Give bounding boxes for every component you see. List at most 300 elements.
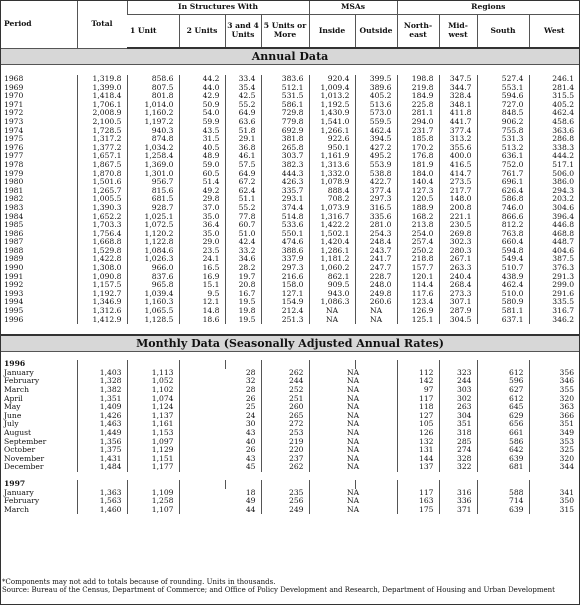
- value-cell: 1,153: [127, 429, 179, 438]
- period-cell: April: [4, 394, 23, 403]
- table-header: [1, 1, 579, 48]
- empty-cell: [477, 360, 529, 369]
- rounding-note: *Components may not add to totals because of rounding. Units in thousands.: [2, 578, 276, 586]
- value-cell: 1,332.0: [309, 170, 355, 179]
- table-row: [1, 170, 579, 179]
- value-cell: 389.6: [355, 84, 397, 93]
- value-cell: 287.9: [439, 307, 477, 316]
- value-cell: 336: [439, 497, 477, 506]
- table-row: [1, 298, 579, 307]
- value-cell: 344: [529, 463, 579, 472]
- value-cell: 1,026.3: [127, 255, 179, 264]
- value-cell: 1,870.8: [77, 170, 127, 179]
- value-cell: 294.3: [529, 187, 579, 196]
- value-cell: 1,160.3: [127, 298, 179, 307]
- period-cell: January: [4, 488, 34, 497]
- value-cell: 1,034.2: [127, 144, 179, 153]
- value-cell: 237: [261, 455, 309, 464]
- value-cell: 33.2: [225, 247, 261, 256]
- table-row: [1, 463, 579, 472]
- value-cell: 612: [477, 395, 529, 404]
- one-unit-header: 1 Unit: [127, 15, 179, 49]
- value-cell: 1,177: [127, 463, 179, 472]
- value-cell: 246.1: [529, 75, 579, 84]
- value-cell: 1,286.1: [309, 247, 355, 256]
- value-cell: 168.2: [397, 213, 439, 222]
- value-cell: 441.7: [439, 118, 477, 127]
- value-cell: 212.4: [261, 307, 309, 316]
- value-cell: 404.6: [529, 247, 579, 256]
- value-cell: 374.4: [261, 204, 309, 213]
- value-cell: NA: [309, 403, 397, 412]
- value-cell: 366: [529, 412, 579, 421]
- value-cell: 801.8: [127, 92, 179, 101]
- value-cell: 1,867.5: [77, 161, 127, 170]
- value-cell: 1,312.6: [77, 307, 127, 316]
- value-cell: 29.1: [225, 135, 261, 144]
- midwest-header: Mid-west: [439, 15, 477, 49]
- value-cell: 594.6: [477, 92, 529, 101]
- value-cell: 244: [261, 377, 309, 386]
- value-cell: 458.6: [529, 118, 579, 127]
- empty-cell: [261, 360, 309, 369]
- value-cell: 251: [261, 395, 309, 404]
- value-cell: 297.3: [355, 195, 397, 204]
- value-cell: 184.0: [397, 170, 439, 179]
- value-cell: 46.1: [225, 152, 261, 161]
- value-cell: 219.8: [397, 84, 439, 93]
- value-cell: 920.4: [309, 75, 355, 84]
- table-row: [1, 127, 579, 136]
- value-cell: 965.8: [127, 281, 179, 290]
- annual-rows: [1, 65, 579, 336]
- value-cell: 15.1: [179, 281, 225, 290]
- value-cell: 16.9: [179, 273, 225, 282]
- value-cell: 40: [179, 438, 261, 447]
- value-cell: 281.0: [355, 221, 397, 230]
- value-cell: 67.2: [225, 178, 261, 187]
- regions-header: Regions: [397, 1, 579, 15]
- value-cell: 1,109: [127, 489, 179, 498]
- period-cell: February: [4, 497, 40, 506]
- spacer-row: [1, 472, 579, 480]
- empty-cell: [225, 360, 261, 369]
- value-cell: 335.5: [529, 298, 579, 307]
- value-cell: 114.4: [397, 281, 439, 290]
- value-cell: 1,449: [77, 429, 127, 438]
- value-cell: 24: [179, 412, 261, 421]
- value-cell: 438.9: [477, 273, 529, 282]
- empty-cell: [179, 360, 225, 369]
- value-cell: 297.3: [261, 264, 309, 273]
- value-cell: 1,039.4: [127, 290, 179, 299]
- value-cell: 527.4: [477, 75, 529, 84]
- period-cell: 1996: [4, 315, 24, 324]
- value-cell: 405.2: [355, 92, 397, 101]
- value-cell: 260.6: [355, 298, 397, 307]
- value-cell: 1,301.0: [127, 170, 179, 179]
- value-cell: 414.7: [439, 170, 477, 179]
- empty-cell: [477, 480, 529, 489]
- spacer-cell: [1, 472, 579, 480]
- table-row: [1, 429, 579, 438]
- value-cell: 1,102: [127, 386, 179, 395]
- table-row: [1, 497, 579, 506]
- value-cell: 405.2: [529, 101, 579, 110]
- value-cell: 55.2: [225, 204, 261, 213]
- value-cell: 142: [397, 377, 439, 386]
- spacer-row: [1, 324, 579, 335]
- value-cell: 573.0: [355, 109, 397, 118]
- value-cell: 200.8: [439, 204, 477, 213]
- value-cell: 858.6: [127, 75, 179, 84]
- value-cell: 1,399.0: [77, 84, 127, 93]
- value-cell: 1,382: [77, 386, 127, 395]
- value-cell: 1,025.1: [127, 213, 179, 222]
- value-cell: 1,120.2: [127, 230, 179, 239]
- period-cell: September: [4, 437, 47, 446]
- value-cell: 26: [179, 395, 261, 404]
- value-cell: 1,463: [77, 420, 127, 429]
- value-cell: NA: [309, 386, 397, 395]
- value-cell: 1,129: [127, 446, 179, 455]
- value-cell: 57.5: [225, 161, 261, 170]
- empty-cell: [529, 360, 579, 369]
- value-cell: 1,460: [77, 506, 127, 515]
- value-cell: 350: [529, 497, 579, 506]
- value-cell: 28.2: [225, 264, 261, 273]
- value-cell: 1,563: [77, 497, 127, 506]
- five-plus-header: 5 Units or More: [261, 15, 309, 49]
- outside-header: Outside: [355, 15, 397, 49]
- value-cell: 346.2: [529, 316, 579, 325]
- value-cell: 257.4: [397, 238, 439, 247]
- value-cell: 137: [397, 463, 439, 472]
- value-cell: 230.5: [439, 221, 477, 230]
- value-cell: 323: [439, 369, 477, 378]
- annual-section-band: [1, 48, 579, 65]
- value-cell: 44: [179, 506, 261, 515]
- value-cell: 320: [529, 455, 579, 464]
- value-cell: 32: [179, 377, 261, 386]
- table-row: [1, 377, 579, 386]
- empty-cell: [77, 480, 127, 489]
- value-cell: 513.2: [477, 144, 529, 153]
- table-row: [1, 446, 579, 455]
- value-cell: NA: [309, 395, 397, 404]
- value-cell: 59.0: [179, 161, 225, 170]
- value-cell: 1,313.6: [309, 161, 355, 170]
- period-cell: 1975: [4, 135, 24, 144]
- value-cell: 43: [179, 455, 261, 464]
- table-row: [1, 281, 579, 290]
- value-cell: 307.1: [439, 298, 477, 307]
- period-cell: March: [4, 505, 30, 514]
- value-cell: 1,137: [127, 412, 179, 421]
- value-cell: 302.3: [439, 238, 477, 247]
- value-cell: 394.5: [355, 135, 397, 144]
- value-cell: NA: [309, 377, 397, 386]
- value-cell: 240.4: [439, 273, 477, 282]
- table-row: [1, 152, 579, 161]
- value-cell: 303.7: [261, 152, 309, 161]
- value-cell: 105: [397, 420, 439, 429]
- table-row: [1, 84, 579, 93]
- value-cell: 943.0: [309, 290, 355, 299]
- value-cell: 1,308.0: [77, 264, 127, 273]
- value-cell: 117: [397, 395, 439, 404]
- year-row: [1, 480, 579, 489]
- spacer-row: [1, 65, 579, 76]
- value-cell: 1,346.9: [77, 298, 127, 307]
- value-cell: 612: [477, 369, 529, 378]
- value-cell: NA: [309, 463, 397, 472]
- year-label: 1997: [4, 479, 26, 488]
- value-cell: 63.6: [225, 118, 261, 127]
- in-structures-header: In Structures With: [127, 1, 309, 15]
- value-cell: 37.0: [179, 204, 225, 213]
- value-cell: 291.6: [529, 290, 579, 299]
- table-row: [1, 290, 579, 299]
- value-cell: 60.5: [179, 170, 225, 179]
- value-cell: 19.5: [225, 316, 261, 325]
- value-cell: 1,426: [77, 412, 127, 421]
- value-cell: 363: [529, 403, 579, 412]
- table-row: [1, 101, 579, 110]
- empty-cell: [397, 480, 439, 489]
- spacer-cell: [1, 352, 579, 361]
- value-cell: 531.3: [477, 135, 529, 144]
- value-cell: 888.4: [309, 187, 355, 196]
- value-cell: 1,005.5: [77, 195, 127, 204]
- value-cell: 35.0: [179, 230, 225, 239]
- period-cell: 1981: [4, 186, 24, 195]
- value-cell: NA: [309, 506, 397, 515]
- period-cell: 1978: [4, 160, 24, 169]
- table-row: [1, 135, 579, 144]
- table-row: [1, 213, 579, 222]
- spacer-cell: [1, 324, 579, 335]
- value-cell: 35.0: [179, 213, 225, 222]
- year-row: [1, 360, 579, 369]
- value-cell: 157.7: [397, 264, 439, 273]
- value-cell: 1,484: [77, 463, 127, 472]
- value-cell: 328: [439, 455, 477, 464]
- value-cell: 727.0: [477, 101, 529, 110]
- value-cell: 123.4: [397, 298, 439, 307]
- value-cell: 176.8: [397, 152, 439, 161]
- value-cell: 260: [261, 403, 309, 412]
- value-cell: 286.8: [529, 135, 579, 144]
- period-cell: 1980: [4, 178, 24, 187]
- value-cell: 217.7: [439, 187, 477, 196]
- value-cell: 681.5: [127, 195, 179, 204]
- value-cell: 322: [439, 463, 477, 472]
- value-cell: 120.1: [397, 273, 439, 282]
- value-cell: 661: [477, 429, 529, 438]
- period-cell: 1977: [4, 152, 24, 161]
- value-cell: 642: [477, 446, 529, 455]
- value-cell: 1,390.3: [77, 204, 127, 213]
- value-cell: 1,151: [127, 455, 179, 464]
- empty-cell: [439, 360, 477, 369]
- value-cell: NA: [309, 455, 397, 464]
- value-cell: 281.4: [529, 84, 579, 93]
- value-cell: NA: [309, 429, 397, 438]
- table-row: [1, 221, 579, 230]
- footnotes: [2, 578, 576, 594]
- value-cell: 1,756.4: [77, 230, 127, 239]
- value-cell: 19.7: [225, 273, 261, 282]
- value-cell: 1,128.5: [127, 316, 179, 325]
- value-cell: 729.8: [261, 109, 309, 118]
- value-cell: 837.6: [127, 273, 179, 282]
- value-cell: 1,181.2: [309, 255, 355, 264]
- value-cell: 126: [397, 429, 439, 438]
- value-cell: NA: [309, 497, 397, 506]
- value-cell: 285: [439, 438, 477, 447]
- table-row: [1, 230, 579, 239]
- value-cell: 1,706.1: [77, 101, 127, 110]
- value-cell: 248.4: [355, 238, 397, 247]
- value-cell: 1,375: [77, 446, 127, 455]
- value-cell: 219: [261, 438, 309, 447]
- period-cell: 1976: [4, 143, 24, 152]
- value-cell: 225.8: [397, 101, 439, 110]
- value-cell: 559.5: [355, 118, 397, 127]
- value-cell: 1,073.9: [309, 204, 355, 213]
- value-cell: 348.1: [439, 101, 477, 110]
- period-cell: 1990: [4, 264, 24, 273]
- value-cell: 265: [261, 412, 309, 421]
- value-cell: 510.0: [477, 290, 529, 299]
- inside-header: Inside: [309, 15, 355, 49]
- value-cell: NA: [309, 446, 397, 455]
- value-cell: 125.1: [397, 316, 439, 325]
- value-cell: 1,078.9: [309, 178, 355, 187]
- value-cell: 325: [529, 446, 579, 455]
- value-cell: 268.4: [439, 281, 477, 290]
- value-cell: 956.7: [127, 178, 179, 187]
- value-cell: 12.1: [179, 298, 225, 307]
- value-cell: 696.1: [477, 178, 529, 187]
- value-cell: 681: [477, 463, 529, 472]
- table-row: [1, 204, 579, 213]
- value-cell: 386.0: [529, 178, 579, 187]
- value-cell: 220: [261, 446, 309, 455]
- spacer-cell: [1, 514, 579, 522]
- value-cell: 812.2: [477, 221, 529, 230]
- value-cell: 387.5: [529, 255, 579, 264]
- value-cell: 31.5: [179, 135, 225, 144]
- value-cell: 42.9: [179, 92, 225, 101]
- value-cell: 272: [261, 420, 309, 429]
- value-cell: 580.9: [477, 298, 529, 307]
- value-cell: NA: [355, 316, 397, 325]
- period-cell: February: [4, 377, 40, 386]
- value-cell: 862.1: [309, 273, 355, 282]
- value-cell: 269.8: [439, 230, 477, 239]
- monthly-rows: [1, 352, 579, 523]
- value-cell: 1,422.2: [309, 221, 355, 230]
- value-cell: 20.8: [225, 281, 261, 290]
- value-cell: 34.6: [225, 255, 261, 264]
- value-cell: 77.8: [225, 213, 261, 222]
- value-cell: 755.8: [477, 127, 529, 136]
- value-cell: 36.8: [225, 144, 261, 153]
- value-cell: 411.8: [439, 109, 477, 118]
- value-cell: 426.3: [261, 178, 309, 187]
- value-cell: 1,113: [127, 369, 179, 378]
- value-cell: 549.4: [477, 255, 529, 264]
- value-cell: 28: [179, 369, 261, 378]
- value-cell: 2,100.5: [77, 118, 127, 127]
- value-cell: 148.0: [439, 195, 477, 204]
- value-cell: 1,369.0: [127, 161, 179, 170]
- value-cell: NA: [355, 307, 397, 316]
- table-row: [1, 187, 579, 196]
- value-cell: 388.6: [261, 247, 309, 256]
- value-cell: 377.4: [439, 127, 477, 136]
- value-cell: 228.7: [355, 273, 397, 282]
- three-four-units-header: 3 and 4 Units: [225, 15, 261, 49]
- value-cell: 779.8: [261, 118, 309, 127]
- value-cell: 656: [477, 420, 529, 429]
- value-cell: 45: [179, 463, 261, 472]
- value-cell: 1,529.8: [77, 247, 127, 256]
- value-cell: 263: [439, 403, 477, 412]
- value-cell: NA: [309, 412, 397, 421]
- value-cell: 2,008.9: [77, 109, 127, 118]
- value-cell: 247.7: [355, 264, 397, 273]
- value-cell: 1,265.7: [77, 187, 127, 196]
- value-cell: 550.1: [261, 230, 309, 239]
- value-cell: 1,430.9: [309, 109, 355, 118]
- value-cell: 54.0: [179, 109, 225, 118]
- value-cell: 538.8: [355, 170, 397, 179]
- value-cell: 316.7: [529, 307, 579, 316]
- value-cell: 1,403: [77, 369, 127, 378]
- value-cell: 586.1: [261, 101, 309, 110]
- value-cell: 241.7: [355, 255, 397, 264]
- period-cell: 1969: [4, 83, 24, 92]
- value-cell: 1,431: [77, 455, 127, 464]
- northeast-header: North-east: [397, 15, 439, 49]
- value-cell: 18: [179, 489, 261, 498]
- value-cell: 112: [397, 369, 439, 378]
- table-row: [1, 255, 579, 264]
- table-row: [1, 438, 579, 447]
- value-cell: 627: [477, 386, 529, 395]
- value-cell: 346: [529, 377, 579, 386]
- value-cell: NA: [309, 316, 355, 325]
- table-row: [1, 109, 579, 118]
- period-cell: July: [4, 420, 19, 429]
- value-cell: 746.0: [477, 204, 529, 213]
- value-cell: 249: [261, 506, 309, 515]
- value-cell: 351: [529, 420, 579, 429]
- table-row: [1, 395, 579, 404]
- value-cell: 468.8: [529, 230, 579, 239]
- value-cell: 313.2: [439, 135, 477, 144]
- value-cell: NA: [309, 438, 397, 447]
- period-cell: October: [4, 446, 36, 455]
- empty-cell: [309, 480, 355, 489]
- value-cell: 474.6: [261, 238, 309, 247]
- value-cell: 1,541.0: [309, 118, 355, 127]
- period-cell: 1989: [4, 255, 24, 264]
- value-cell: 127: [397, 412, 439, 421]
